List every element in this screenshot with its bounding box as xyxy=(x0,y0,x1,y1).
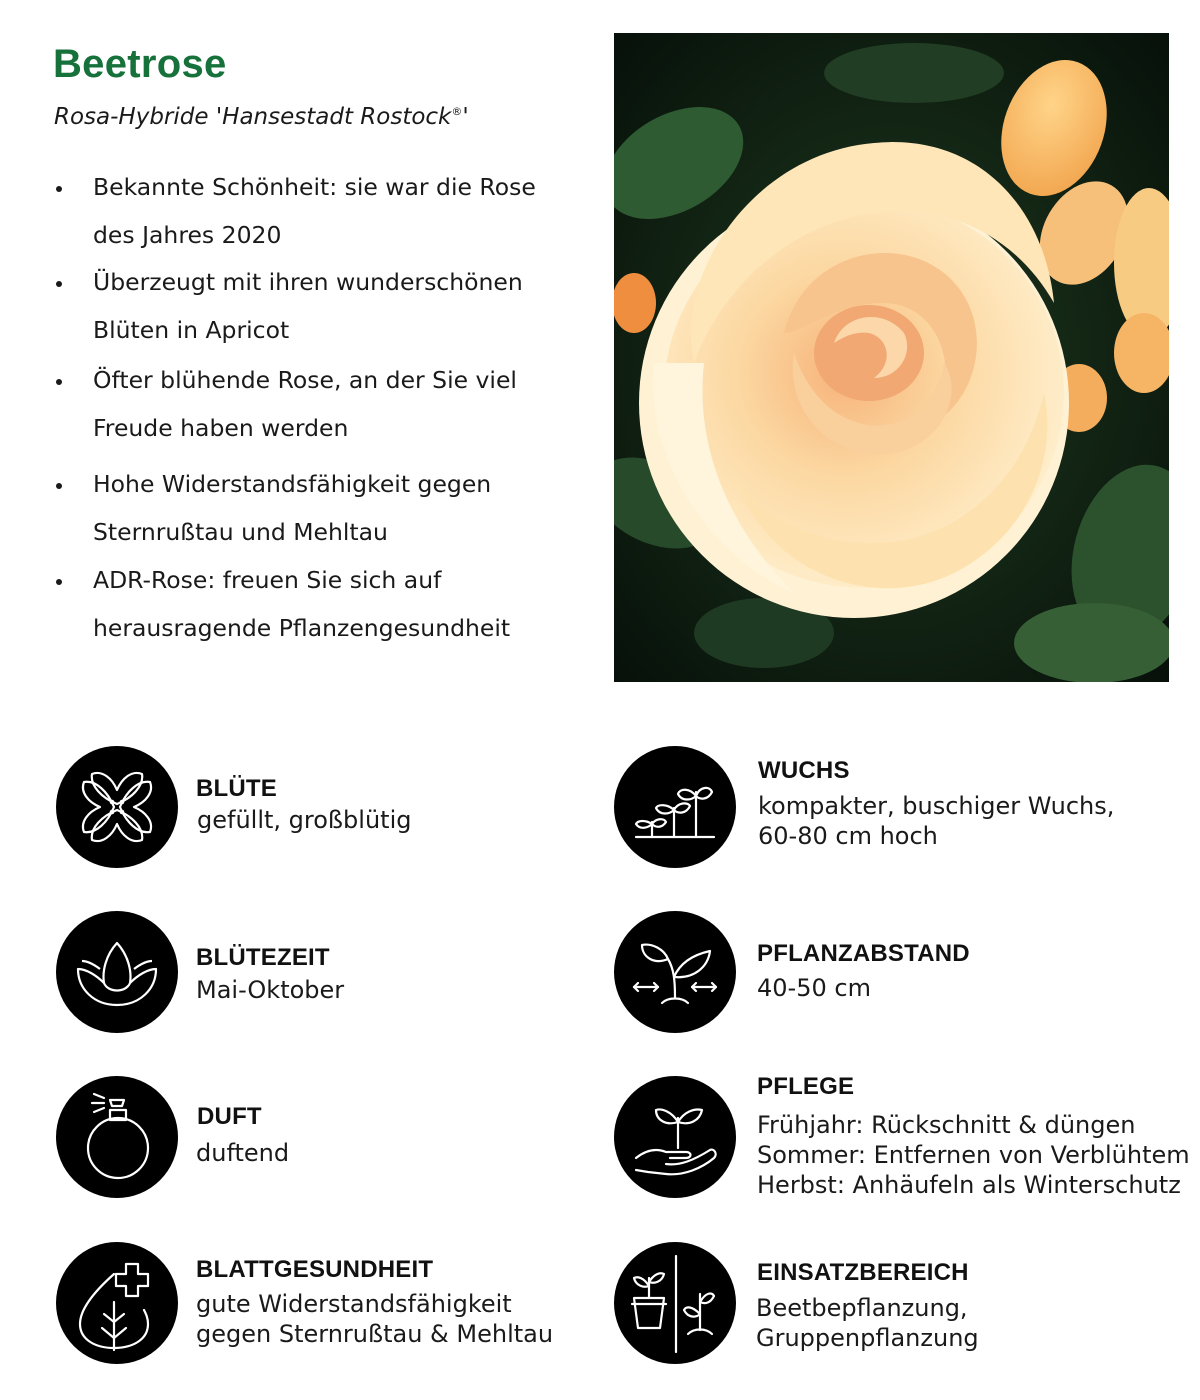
rose-photo xyxy=(614,33,1169,682)
bullet-icon xyxy=(56,483,62,489)
spec-label-bluetezeit: BLÜTEZEIT xyxy=(196,944,330,971)
spec-value-bluete: gefüllt, großblütig xyxy=(197,806,412,834)
hand-plant-icon xyxy=(614,1076,736,1198)
spec-label-wuchs: WUCHS xyxy=(758,757,850,784)
spec-value-einsatzbereich: Beetbepflanzung, Gruppenpflanzung xyxy=(756,1294,979,1352)
subtitle-end: ' xyxy=(462,104,469,130)
feature-text: Bekannte Schönheit: sie war die Rose des Jahres 2020 xyxy=(93,173,536,249)
feature-text: Öfter blühende Rose, an der Sie viel Freude haben werden xyxy=(93,366,517,442)
subtitle-text: Rosa-Hybride 'Hansestadt Rostock xyxy=(54,104,452,130)
bullet-icon xyxy=(56,379,62,385)
bullet-icon xyxy=(56,281,62,287)
flower-icon xyxy=(56,746,178,868)
spec-value-duft: duftend xyxy=(196,1139,290,1167)
rose-illustration xyxy=(614,33,1169,682)
plant-spacing-icon xyxy=(614,911,736,1033)
bullet-icon xyxy=(56,579,62,585)
spec-label-duft: DUFT xyxy=(197,1103,262,1130)
pot-plants-icon xyxy=(614,1242,736,1364)
feature-text: ADR-Rose: freuen Sie sich auf herausragende Pflanzengesundheit xyxy=(93,566,511,642)
spec-value-blattgesundheit: gute Widerstandsfähigkeit gegen Sternrußtau & Mehltau xyxy=(196,1290,554,1348)
spec-label-pflanzabstand: PFLANZABSTAND xyxy=(757,940,970,967)
perfume-icon xyxy=(56,1076,178,1198)
spec-value-bluetezeit: Mai-Oktober xyxy=(196,976,345,1004)
feature-text: Überzeugt mit ihren wunderschönen Blüten in Apricot xyxy=(93,268,523,344)
spec-label-blattgesundheit: BLATTGESUNDHEIT xyxy=(196,1256,434,1283)
leaf-health-icon xyxy=(56,1242,178,1364)
bullet-icon xyxy=(56,186,62,192)
registered-mark: ® xyxy=(451,105,463,118)
spec-label-pflege: PFLEGE xyxy=(757,1073,855,1100)
spec-value-pflanzabstand: 40-50 cm xyxy=(757,974,871,1002)
product-subtitle xyxy=(54,104,469,130)
spec-value-pflege: Frühjahr: Rückschnitt & düngen Sommer: Entfernen von Verblühtem Herbst: Anhäufeln als Winterschutz xyxy=(757,1111,1190,1199)
spec-label-bluete: BLÜTE xyxy=(196,775,277,802)
feature-text: Hohe Widerstandsfähigkeit gegen Sternrußtau und Mehltau xyxy=(93,470,492,546)
growth-icon xyxy=(614,746,736,868)
lotus-icon xyxy=(56,911,178,1033)
spec-value-wuchs: kompakter, buschiger Wuchs, 60-80 cm hoch xyxy=(758,792,1115,850)
spec-label-einsatzbereich: EINSATZBEREICH xyxy=(757,1259,969,1286)
product-title: Beetrose xyxy=(53,42,227,86)
